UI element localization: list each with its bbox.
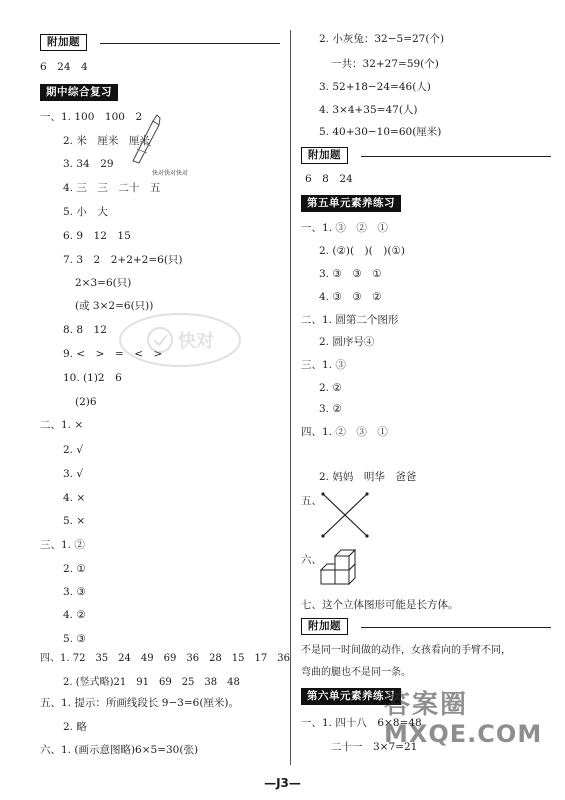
answer-line: 3. √ <box>63 468 84 480</box>
answer-line: 六、 <box>301 554 322 566</box>
answer-line: (2)6 <box>75 396 97 408</box>
answer-line: 5. ③ <box>63 633 86 645</box>
section-rule <box>361 627 551 628</box>
answer-line: 2. 略 <box>63 721 87 733</box>
answer-line: 一、1. 四十八 6×8=48 <box>301 717 422 729</box>
answer-line: 二十一 3×7=21 <box>331 741 418 753</box>
answer-line: 2. 圆序号④ <box>319 336 375 348</box>
pen-doodle-icon <box>125 113 161 165</box>
section-header-fuja-2 <box>301 147 551 164</box>
watermark-line-2: MXQE.COM <box>384 720 543 748</box>
answer-line: 2. (竖式略)21 91 69 25 38 48 <box>63 677 240 688</box>
answer-line: 四、1. 72 35 24 49 69 36 28 15 17 36 <box>40 653 290 664</box>
fuja-3-text: 不是同一时间做的动作，女孩看向的手臂不同， <box>301 645 511 656</box>
answer-line: 六、1. (画示意图略)6×5=30(张) <box>40 744 199 756</box>
cube-stack-figure <box>319 548 363 586</box>
crossed-lines-figure <box>319 490 371 540</box>
answer-line: 2. 米 厘米 厘米 <box>63 135 150 147</box>
answer-line: 4. ③ ③ ② <box>319 291 382 303</box>
answer-line: 7. 3 2 2+2+2=6(只) <box>63 254 183 266</box>
answer-line: 五、1. 提示：所画线段长 9−3=6(厘米)。 <box>40 697 240 709</box>
section-header-fuja-3 <box>301 618 551 635</box>
answer-line: 2. √ <box>63 444 84 456</box>
answer-line: 一、1. 100 100 2 <box>40 111 143 123</box>
answer-line: 9. < > = < > <box>63 348 163 360</box>
answer-line: 8. 8 12 <box>63 324 107 336</box>
section-header-fuja-1 <box>40 34 280 51</box>
answer-line: 二、1. × <box>40 419 84 431</box>
answer-line: 三、1. ③ <box>301 359 346 371</box>
section-title: 第五单元素养练习 <box>301 195 401 212</box>
answer-line: (或 3×2=6(只)) <box>75 300 154 312</box>
answer-line: 4. 3×4+35=47(人) <box>319 104 418 116</box>
answer-line: 五、 <box>301 495 322 507</box>
section-title: 附加题 <box>301 618 348 635</box>
fuja-3-text: 弯曲的腿也不是同一条。 <box>301 667 411 678</box>
watermark-line-1: 答案圈 <box>384 690 469 720</box>
right-column <box>301 0 551 770</box>
section-title: 附加题 <box>301 147 348 164</box>
column-divider <box>290 30 291 765</box>
answer-line: 4. ② <box>63 609 86 621</box>
answer-line: 4. × <box>63 492 86 504</box>
site-watermark <box>384 690 542 748</box>
answer-line: 2×3=6(只) <box>75 277 132 289</box>
answer-line: 3. ② <box>319 403 342 415</box>
answer-line: 5. 小 大 <box>63 206 108 218</box>
stamp-text: 快对快对快对 <box>152 170 189 177</box>
answer-line: 2. ① <box>63 563 86 575</box>
section-rule <box>361 156 551 157</box>
answer-line: 一、1. ③ ② ① <box>301 222 388 234</box>
answer-line: 3. 52+18−24=46(人) <box>319 81 431 93</box>
watermark-text: 快对 <box>178 331 214 352</box>
answer-line: 5. 40+30−10=60(厘米) <box>319 126 442 138</box>
section-header-unit5 <box>301 195 551 212</box>
answer-line: 4. 三 三 二十 五 <box>63 182 161 194</box>
section-title: 第六单元素养练习 <box>301 688 401 705</box>
answer-line: 七、这个立体图形可能是长方体。 <box>301 599 459 611</box>
answer-line: 10. (1)2 6 <box>63 372 122 384</box>
page-number: —J3— <box>264 776 301 790</box>
section-title: 期中综合复习 <box>40 84 118 101</box>
answer-line: 一共：32+27=59(个) <box>331 58 439 70</box>
answer-line: 2. 小灰兔：32−5=27(个) <box>319 33 445 45</box>
answer-line: 6. 9 12 15 <box>63 230 131 242</box>
answer-line: 四、1. ② ③ ① <box>301 426 388 438</box>
answer-line: 2. (②)( )( )(①) <box>319 245 405 257</box>
fuja-2-answer: 6 8 24 <box>305 173 353 185</box>
answer-line: 2. ② <box>319 382 342 394</box>
answer-line: 5. × <box>63 515 86 527</box>
answer-line: 三、1. ② <box>40 539 85 551</box>
answer-line: 3. ③ <box>63 586 86 598</box>
answer-line: 2. 妈妈 明华 爸爸 <box>319 471 417 483</box>
answer-line: 3. 34 29 <box>63 158 114 170</box>
answer-line: 3. ③ ③ ① <box>319 268 382 280</box>
section-title: 附加题 <box>40 34 87 51</box>
fuja-1-answer: 6 24 4 <box>40 61 88 73</box>
watermark-logo-icon <box>118 310 248 370</box>
section-header-mid-review <box>40 84 280 101</box>
section-rule <box>100 43 280 44</box>
answer-line: 二、1. 圆第二个图形 <box>301 314 399 326</box>
